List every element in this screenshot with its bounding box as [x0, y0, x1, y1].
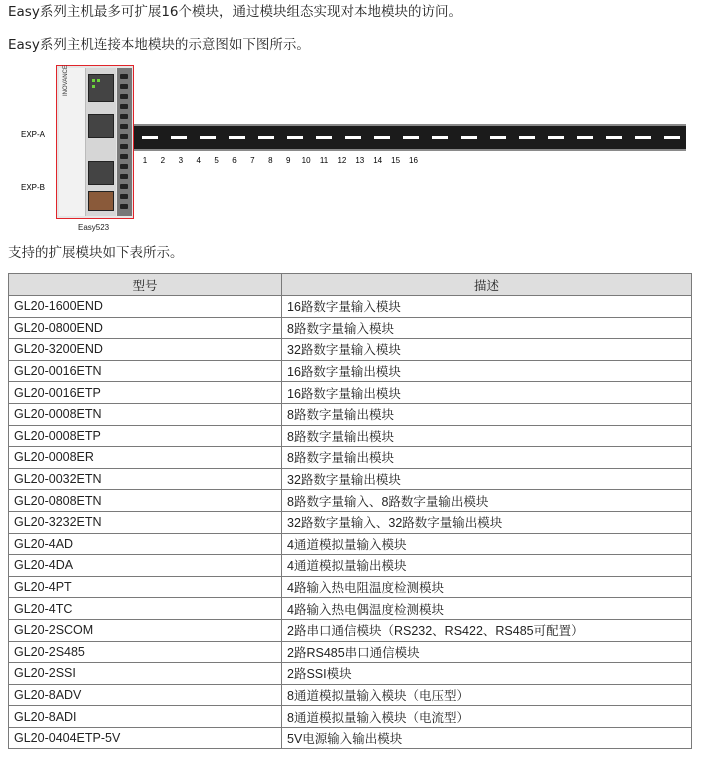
table-intro-paragraph: 支持的扩展模块如下表所示。: [8, 245, 184, 261]
controller-front-strip: [59, 65, 86, 216]
model-cell: GL20-1600END: [9, 296, 282, 318]
rail-dash: [403, 136, 419, 139]
table-row: [9, 533, 692, 555]
table-row: [9, 727, 692, 749]
table-row: [9, 619, 692, 641]
model-cell: GL20-4DA: [9, 555, 282, 577]
table-row: [9, 706, 692, 728]
inovance-logo: INOVANCE: [63, 65, 69, 96]
slot-number: 7: [250, 156, 255, 165]
description-cell: 8路数字量输出模块: [282, 425, 692, 447]
description-cell: 8路数字量输出模块: [282, 403, 692, 425]
description-cell: 16路数字量输出模块: [282, 382, 692, 404]
slot-number: 3: [178, 156, 184, 165]
description-cell: 5V电源输入输出模块: [282, 727, 692, 749]
slot-number: 10: [301, 156, 311, 165]
model-cell: GL20-2S485: [9, 641, 282, 663]
model-cell: GL20-0008ETP: [9, 425, 282, 447]
model-cell: GL20-8ADI: [9, 706, 282, 728]
description-cell: 8通道模拟量输入模块（电流型）: [282, 706, 692, 728]
model-cell: GL20-8ADV: [9, 684, 282, 706]
model-cell: GL20-0404ETP-5V: [9, 727, 282, 749]
slot-number: 11: [319, 156, 329, 165]
rail-dash: [577, 136, 593, 139]
slot-number: 1: [142, 156, 148, 165]
table-row: [9, 684, 692, 706]
intro-paragraph-2: Easy系列主机连接本地模块的示意图如下图所示。: [8, 37, 310, 53]
model-cell: GL20-3232ETN: [9, 511, 282, 533]
rail-dash: [258, 136, 274, 139]
rail-dash: [171, 136, 187, 139]
table-row: [9, 641, 692, 663]
table-row: [9, 598, 692, 620]
model-cell: GL20-0016ETN: [9, 360, 282, 382]
table-row: [9, 382, 692, 404]
description-cell: 32路数字量输入模块: [282, 339, 692, 361]
model-cell: GL20-0800END: [9, 317, 282, 339]
description-cell: 4路输入热电阻温度检测模块: [282, 576, 692, 598]
description-cell: 2路串口通信模块（RS232、RS422、RS485可配置）: [282, 619, 692, 641]
rail-dash: [142, 136, 158, 139]
table-header-row: [9, 274, 692, 296]
table-row: [9, 296, 692, 318]
table-row: [9, 447, 692, 469]
slot-number: 15: [391, 156, 401, 165]
description-cell: 32路数字量输出模块: [282, 468, 692, 490]
description-cell: 4通道模拟量输入模块: [282, 533, 692, 555]
rail-dash: [229, 136, 245, 139]
rail-dash: [374, 136, 390, 139]
connector-block: [88, 191, 114, 211]
model-cell: GL20-4PT: [9, 576, 282, 598]
model-cell: GL20-2SCOM: [9, 619, 282, 641]
terminal-block: [117, 68, 132, 216]
description-cell: 32路数字量输入、32路数字量输出模块: [282, 511, 692, 533]
expansion-module-table: [8, 273, 692, 749]
model-cell: GL20-3200END: [9, 339, 282, 361]
led-icon: [92, 79, 95, 82]
model-cell: GL20-0008ETN: [9, 403, 282, 425]
easy-controller-image: [56, 65, 134, 219]
table-row: [9, 339, 692, 361]
rail-dash: [490, 136, 506, 139]
description-cell: 4通道模拟量输出模块: [282, 555, 692, 577]
slot-number: 8: [268, 156, 273, 165]
description-cell: 4路输入热电偶温度检测模块: [282, 598, 692, 620]
description-cell: 8路数字量输出模块: [282, 447, 692, 469]
slot-number: 16: [409, 156, 418, 165]
controller-model-label: Easy523: [78, 223, 110, 232]
slot-number: 4: [196, 156, 201, 165]
led-icon: [97, 79, 100, 82]
intro-paragraph-1: Easy系列主机最多可扩展16个模块，通过模块组态实现对本地模块的访问。: [8, 4, 463, 20]
table-row: [9, 576, 692, 598]
rail-dash: [461, 136, 477, 139]
description-cell: 16路数字量输出模块: [282, 360, 692, 382]
slot-number: 9: [285, 156, 291, 165]
ethernet-port-a: [88, 114, 114, 138]
description-cell: 8路数字量输入、8路数字量输出模块: [282, 490, 692, 512]
column-header-model: 型号: [9, 274, 282, 296]
rail-dash: [548, 136, 564, 139]
description-cell: 8通道模拟量输入模块（电压型）: [282, 684, 692, 706]
model-cell: GL20-0808ETN: [9, 490, 282, 512]
description-cell: 2路RS485串口通信模块: [282, 641, 692, 663]
description-cell: 16路数字量输入模块: [282, 296, 692, 318]
exp-b-label: EXP-B: [21, 183, 46, 192]
table-row: [9, 468, 692, 490]
connection-diagram: [0, 60, 703, 240]
table-row: [9, 663, 692, 685]
slot-number: 12: [337, 156, 347, 165]
exp-a-label: EXP-A: [21, 130, 46, 139]
rail-dash: [635, 136, 651, 139]
model-cell: GL20-4AD: [9, 533, 282, 555]
model-cell: GL20-4TC: [9, 598, 282, 620]
table-row: [9, 490, 692, 512]
table-row: [9, 360, 692, 382]
slot-number: 6: [232, 156, 237, 165]
rail-dash: [200, 136, 216, 139]
ethernet-port-b: [88, 161, 114, 185]
table-row: [9, 317, 692, 339]
din-rail: [134, 124, 686, 151]
model-cell: GL20-0016ETP: [9, 382, 282, 404]
table-row: [9, 425, 692, 447]
rail-dash: [316, 136, 332, 139]
table-row: [9, 555, 692, 577]
slot-number: 5: [214, 156, 219, 165]
rail-dash: [287, 136, 303, 139]
slot-number: 13: [355, 156, 365, 165]
model-cell: GL20-2SSI: [9, 663, 282, 685]
rail-dash: [432, 136, 448, 139]
slot-number: 2: [160, 156, 166, 165]
led-icon: [92, 85, 95, 88]
rail-dash: [519, 136, 535, 139]
rail-dash: [606, 136, 622, 139]
description-cell: 2路SSI模块: [282, 663, 692, 685]
description-cell: 8路数字量输入模块: [282, 317, 692, 339]
model-cell: GL20-0008ER: [9, 447, 282, 469]
rail-dash: [664, 136, 680, 139]
model-cell: GL20-0032ETN: [9, 468, 282, 490]
column-header-description: 描述: [282, 274, 692, 296]
table-row: [9, 511, 692, 533]
slot-number: 14: [373, 156, 383, 165]
table-row: [9, 403, 692, 425]
rail-dash: [345, 136, 361, 139]
